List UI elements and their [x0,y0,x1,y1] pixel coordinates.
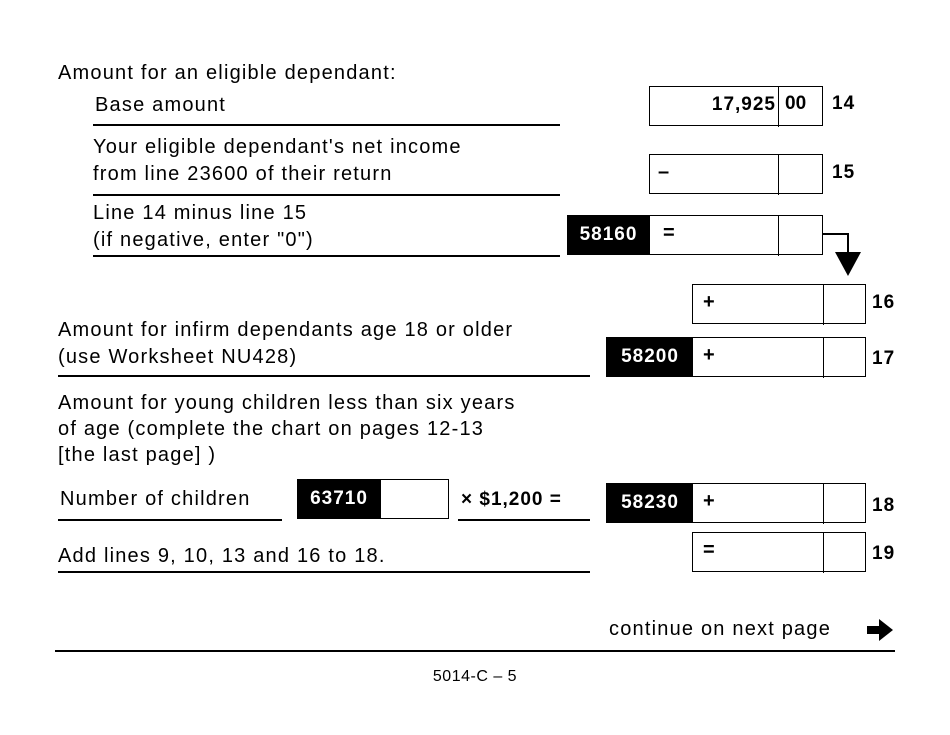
infirm-label-2: (use Worksheet NU428) [58,346,298,368]
plus-sign-18: + [703,490,715,512]
total-label: Add lines 9, 10, 13 and 16 to 18. [58,545,386,567]
children-count-rule [58,519,282,521]
multiplier-text: × $1,200 = [461,489,562,510]
dependant-income-input[interactable] [676,155,776,192]
line-number-19: 19 [872,543,896,564]
line-16-input[interactable] [721,285,819,322]
difference-field[interactable] [649,215,823,255]
page-footer: 5014-C – 5 [432,668,518,685]
code-63710: 63710 [297,479,381,519]
multiplier-rule [458,519,590,521]
line-16-field[interactable] [692,284,866,324]
line-18-cents-cell[interactable] [823,483,865,524]
section-title: Amount for an eligible dependant: [58,62,397,84]
equals-sign-19: = [703,539,715,561]
line-number-15: 15 [832,162,856,183]
line-17-field[interactable] [692,337,866,377]
line-18-field[interactable] [692,483,866,523]
line-19-cents-cell[interactable] [823,532,865,573]
children-count-label: Number of children [60,488,251,510]
line-19-field[interactable] [692,532,866,572]
base-amount-cents-cell [778,86,822,127]
infirm-rule [58,375,590,377]
children-amount-input[interactable] [721,484,819,521]
plus-sign-17: + [703,344,715,366]
code-58230: 58230 [606,483,694,523]
difference-input[interactable] [680,216,776,253]
line-15-field[interactable] [649,154,823,194]
difference-label-1: Line 14 minus line 15 [93,202,308,224]
line-number-16: 16 [872,292,896,313]
young-children-label-1: Amount for young children less than six years [58,392,516,414]
line-number-17: 17 [872,348,896,369]
dependant-income-label-2: from line 23600 of their return [93,163,393,185]
base-amount-cents: 00 [785,92,807,114]
line-14-field[interactable] [649,86,823,126]
code-58200: 58200 [606,337,694,377]
line-number-14: 14 [832,93,856,114]
base-amount-dollars: 17,925 [711,94,776,115]
minus-sign: – [658,161,670,183]
young-children-label-2: of age (complete the chart on pages 12-13 [58,418,485,440]
children-count-input[interactable] [385,480,445,517]
continue-text: continue on next page [609,618,832,640]
page-bottom-rule [55,650,895,652]
children-count-field[interactable] [380,479,449,519]
infirm-label-1: Amount for infirm dependants age 18 or older [58,319,514,341]
arrow-down-icon [820,230,870,280]
total-input[interactable] [721,533,819,570]
line-16-cents-cell[interactable] [823,284,865,325]
code-58160: 58160 [567,215,650,255]
plus-sign-16: + [703,291,715,313]
base-amount-label: Base amount [95,94,227,116]
dependant-income-label-1: Your eligible dependant's net income [93,136,462,158]
line-number-18: 18 [872,495,896,516]
dependant-income-rule [93,194,560,196]
line-17-cents-cell[interactable] [823,337,865,378]
difference-cents-cell[interactable] [778,215,822,256]
difference-rule [93,255,560,257]
equals-sign: = [663,222,675,244]
arrow-right-icon [865,617,895,643]
dependant-income-cents-cell[interactable] [778,154,822,195]
base-amount-rule [93,124,560,126]
difference-label-2: (if negative, enter "0") [93,229,314,251]
infirm-input[interactable] [721,338,819,375]
young-children-label-3: [the last page] ) [58,444,217,466]
total-rule [58,571,590,573]
